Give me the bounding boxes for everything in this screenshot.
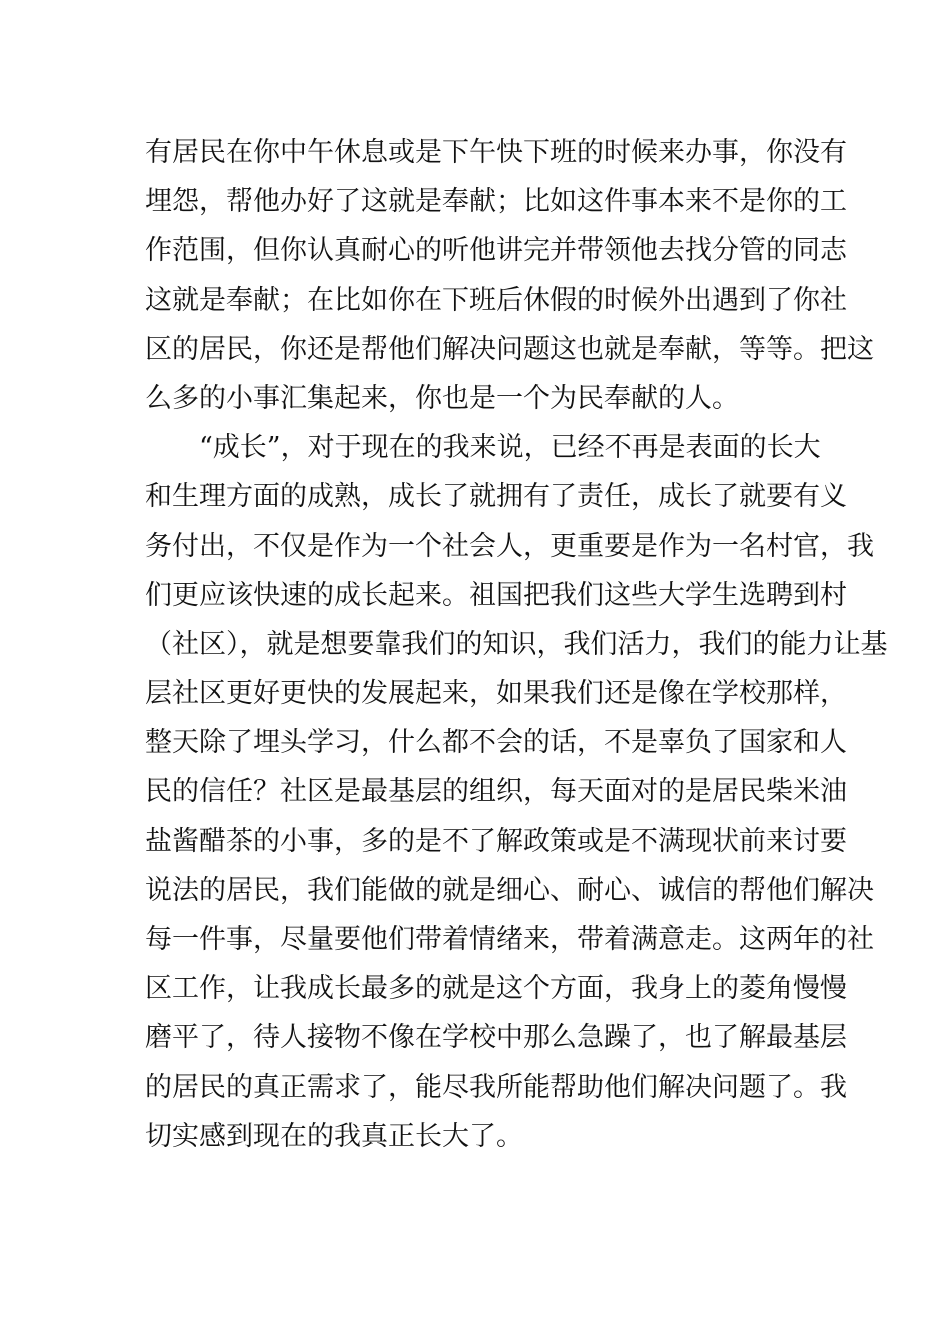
paragraph-1 xyxy=(145,128,874,423)
text-line: 务付出，不仅是作为一个社会人，更重要是作为一名村官，我 xyxy=(145,530,874,562)
text-line: 的居民的真正需求了，能尽我所能帮助他们解决问题了。我 xyxy=(145,1071,847,1103)
text-line: 盐酱醋茶的小事，多的是不了解政策或是不满现状前来讨要 xyxy=(145,825,847,857)
text-line: 整天除了埋头学习，什么都不会的话，不是辜负了国家和人 xyxy=(145,727,847,759)
text-line: 作范围，但你认真耐心的听他讲完并带领他去找分管的同志 xyxy=(145,235,847,267)
text-line: 区的居民，你还是帮他们解决问题这也就是奉献，等等。把这 xyxy=(145,333,874,365)
text-line: 每一件事，尽量要他们带着情绪来，带着满意走。这两年的社 xyxy=(145,924,874,955)
text-line: 民的信任？社区是最基层的组织，每天面对的是居民柴米油 xyxy=(145,776,847,808)
text-line: 和生理方面的成熟，成长了就拥有了责任，成长了就要有义 xyxy=(145,481,847,513)
text-line: 么多的小事汇集起来，你也是一个为民奉献的人。 xyxy=(145,382,739,414)
text-line: 们更应该快速的成长起来。祖国把我们这些大学生选聘到村 xyxy=(145,579,847,611)
text-line: “成长”，对于现在的我来说，已经不再是表面的长大 xyxy=(199,432,821,464)
paragraph-2 xyxy=(145,423,888,1161)
text-line: 有居民在你中午休息或是下午快下班的时候来办事，你没有 xyxy=(145,137,847,168)
text-line: 层社区更好更快的发展起来，如果我们还是像在学校那样， xyxy=(145,678,847,710)
text-line: 说法的居民，我们能做的就是细心、耐心、诚信的帮他们解决 xyxy=(145,874,874,906)
text-line: 磨平了，待人接物不像在学校中那么急躁了，也了解最基层 xyxy=(145,1022,847,1054)
document-body xyxy=(145,128,888,1161)
text-line: 切实感到现在的我真正长大了。 xyxy=(145,1120,523,1152)
text-line: 区工作，让我成长最多的就是这个方面，我身上的菱角慢慢 xyxy=(145,973,847,1005)
text-line: （社区），就是想要靠我们的知识，我们活力，我们的能力让基 xyxy=(145,628,888,660)
text-line: 这就是奉献；在比如你在下班后休假的时候外出遇到了你社 xyxy=(145,284,847,316)
text-line: 埋怨，帮他办好了这就是奉献；比如这件事本来不是你的工 xyxy=(145,186,847,218)
